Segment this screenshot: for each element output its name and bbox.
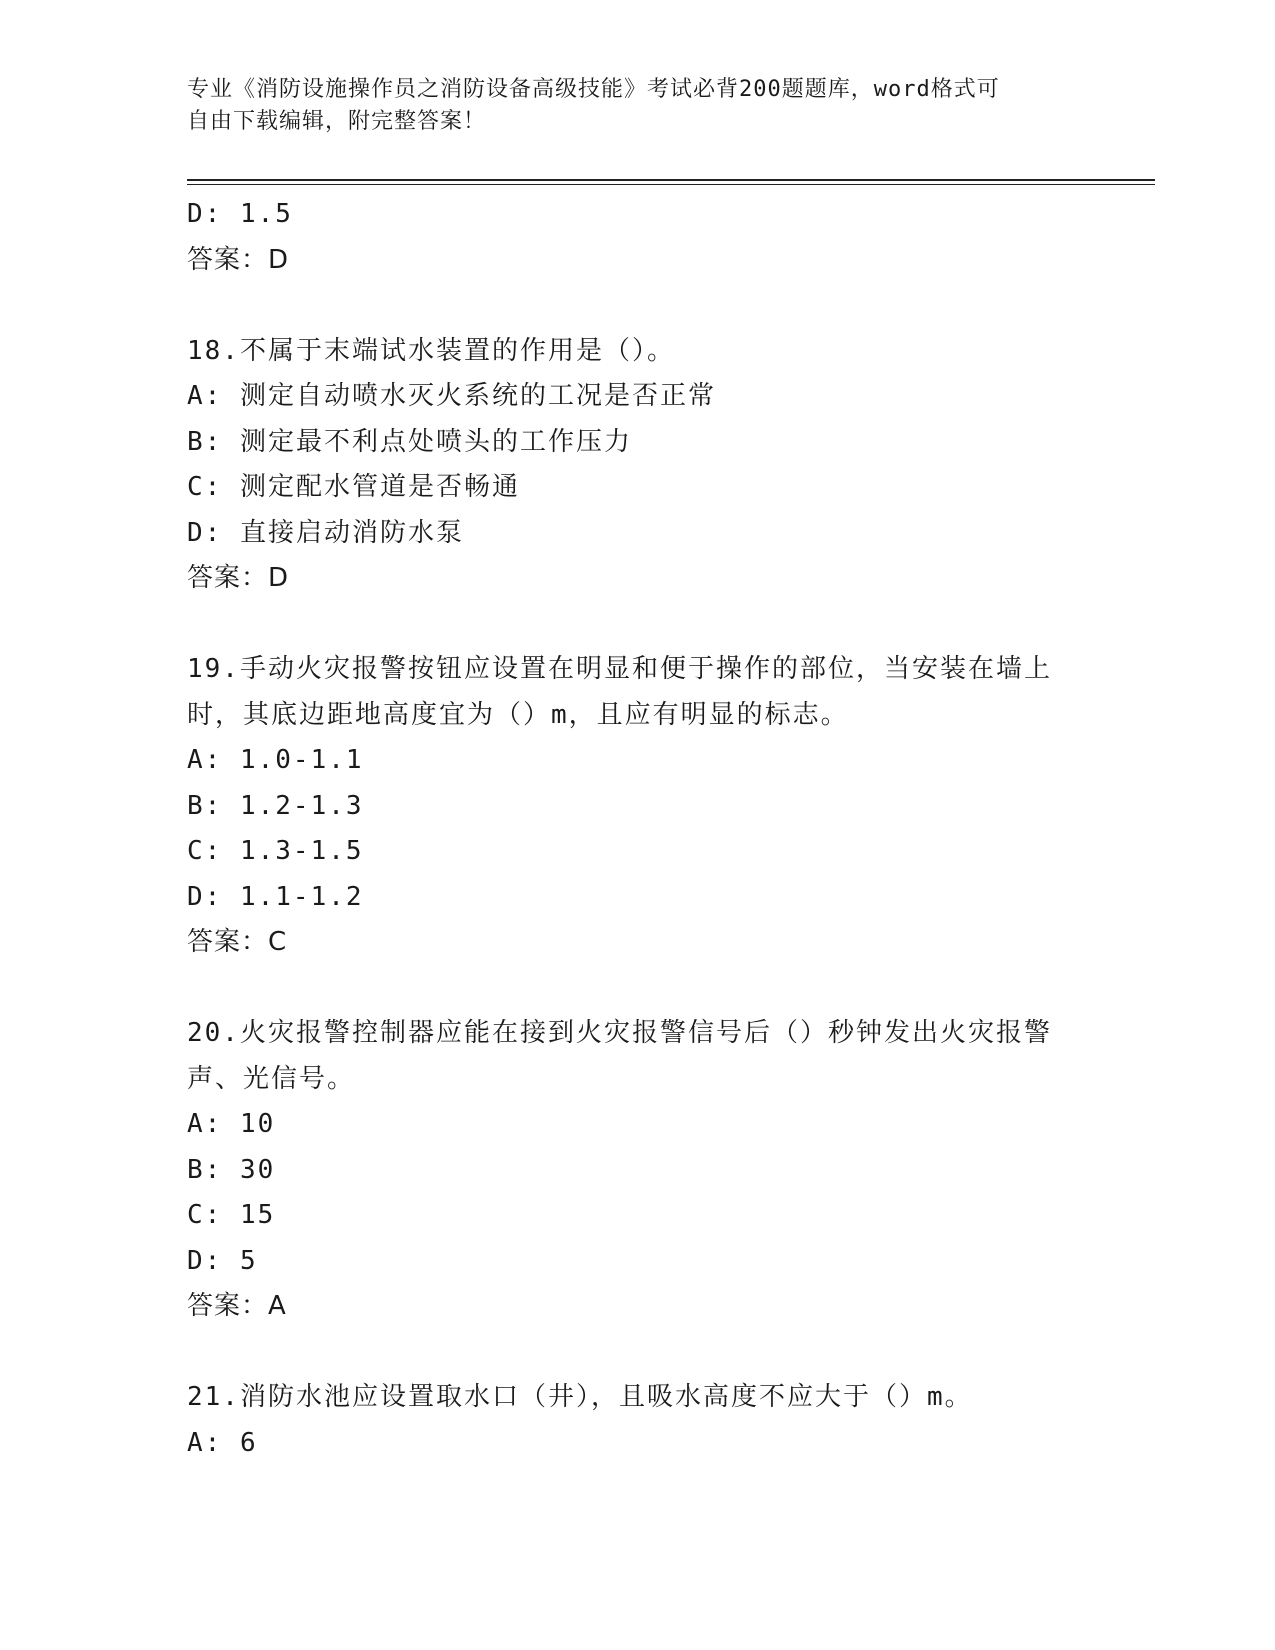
answer-q18: 答案：D (187, 563, 290, 593)
option-b-q19: B: 1.2-1.3 (187, 790, 364, 821)
spacer (187, 1330, 1087, 1376)
option-d-q20: D: 5 (187, 1245, 258, 1276)
answer-q20: 答案：A (187, 1291, 287, 1321)
option-c-q20: C: 15 (187, 1200, 276, 1230)
option-b-q18: B: 测定最不利点处喷头的工作压力 (187, 426, 632, 457)
header-rule-thick (187, 179, 1155, 181)
option-b-q20: B: 30 (187, 1154, 276, 1185)
option-a-q19: A: 1.0-1.1 (187, 745, 364, 775)
document-header (187, 74, 1067, 138)
option-a-q21: A: 6 (187, 1427, 258, 1458)
option-a-q18: A: 测定自动喷水灭火系统的工况是否正常 (187, 381, 716, 411)
question-stem-21: 21.消防水池应设置取水口（井），且吸水高度不应大于（）m。 (187, 1382, 973, 1412)
answer-q19: 答案：C (187, 927, 288, 957)
question-stem-20-line-1: 20.火灾报警控制器应能在接到火灾报警信号后（）秒钟发出火灾报警 (187, 1018, 1052, 1048)
question-stem-19-line-1: 19.手动火灾报警按钮应设置在明显和便于操作的部位，当安装在墙上 (187, 654, 1052, 684)
header-line-1: 专业《消防设施操作员之消防设备高级技能》考试必背200题题库，word格式可 (187, 77, 1000, 102)
answer-q17: 答案：D (187, 244, 290, 275)
question-list (187, 192, 1087, 1466)
option-d-q19: D: 1.1-1.2 (187, 881, 364, 912)
spacer (187, 283, 1087, 329)
header-rule-thin (187, 184, 1155, 185)
option-d-q18: D: 直接启动消防水泵 (187, 517, 464, 548)
option-d-q17: D: 1.5 (187, 199, 293, 229)
spacer (187, 966, 1087, 1012)
question-stem-20-line-2: 声、光信号。 (187, 1063, 356, 1094)
option-c-q18: C: 测定配水管道是否畅通 (187, 472, 520, 502)
option-c-q19: C: 1.3-1.5 (187, 836, 364, 866)
question-stem-18: 18.不属于末端试水装置的作用是（）。 (187, 335, 675, 366)
header-line-2: 自由下载编辑，附完整答案！ (187, 109, 487, 134)
spacer (187, 602, 1087, 648)
option-a-q20: A: 10 (187, 1109, 276, 1139)
question-stem-19-line-2: 时，其底边距地高度宜为（）m，且应有明显的标志。 (187, 699, 849, 730)
